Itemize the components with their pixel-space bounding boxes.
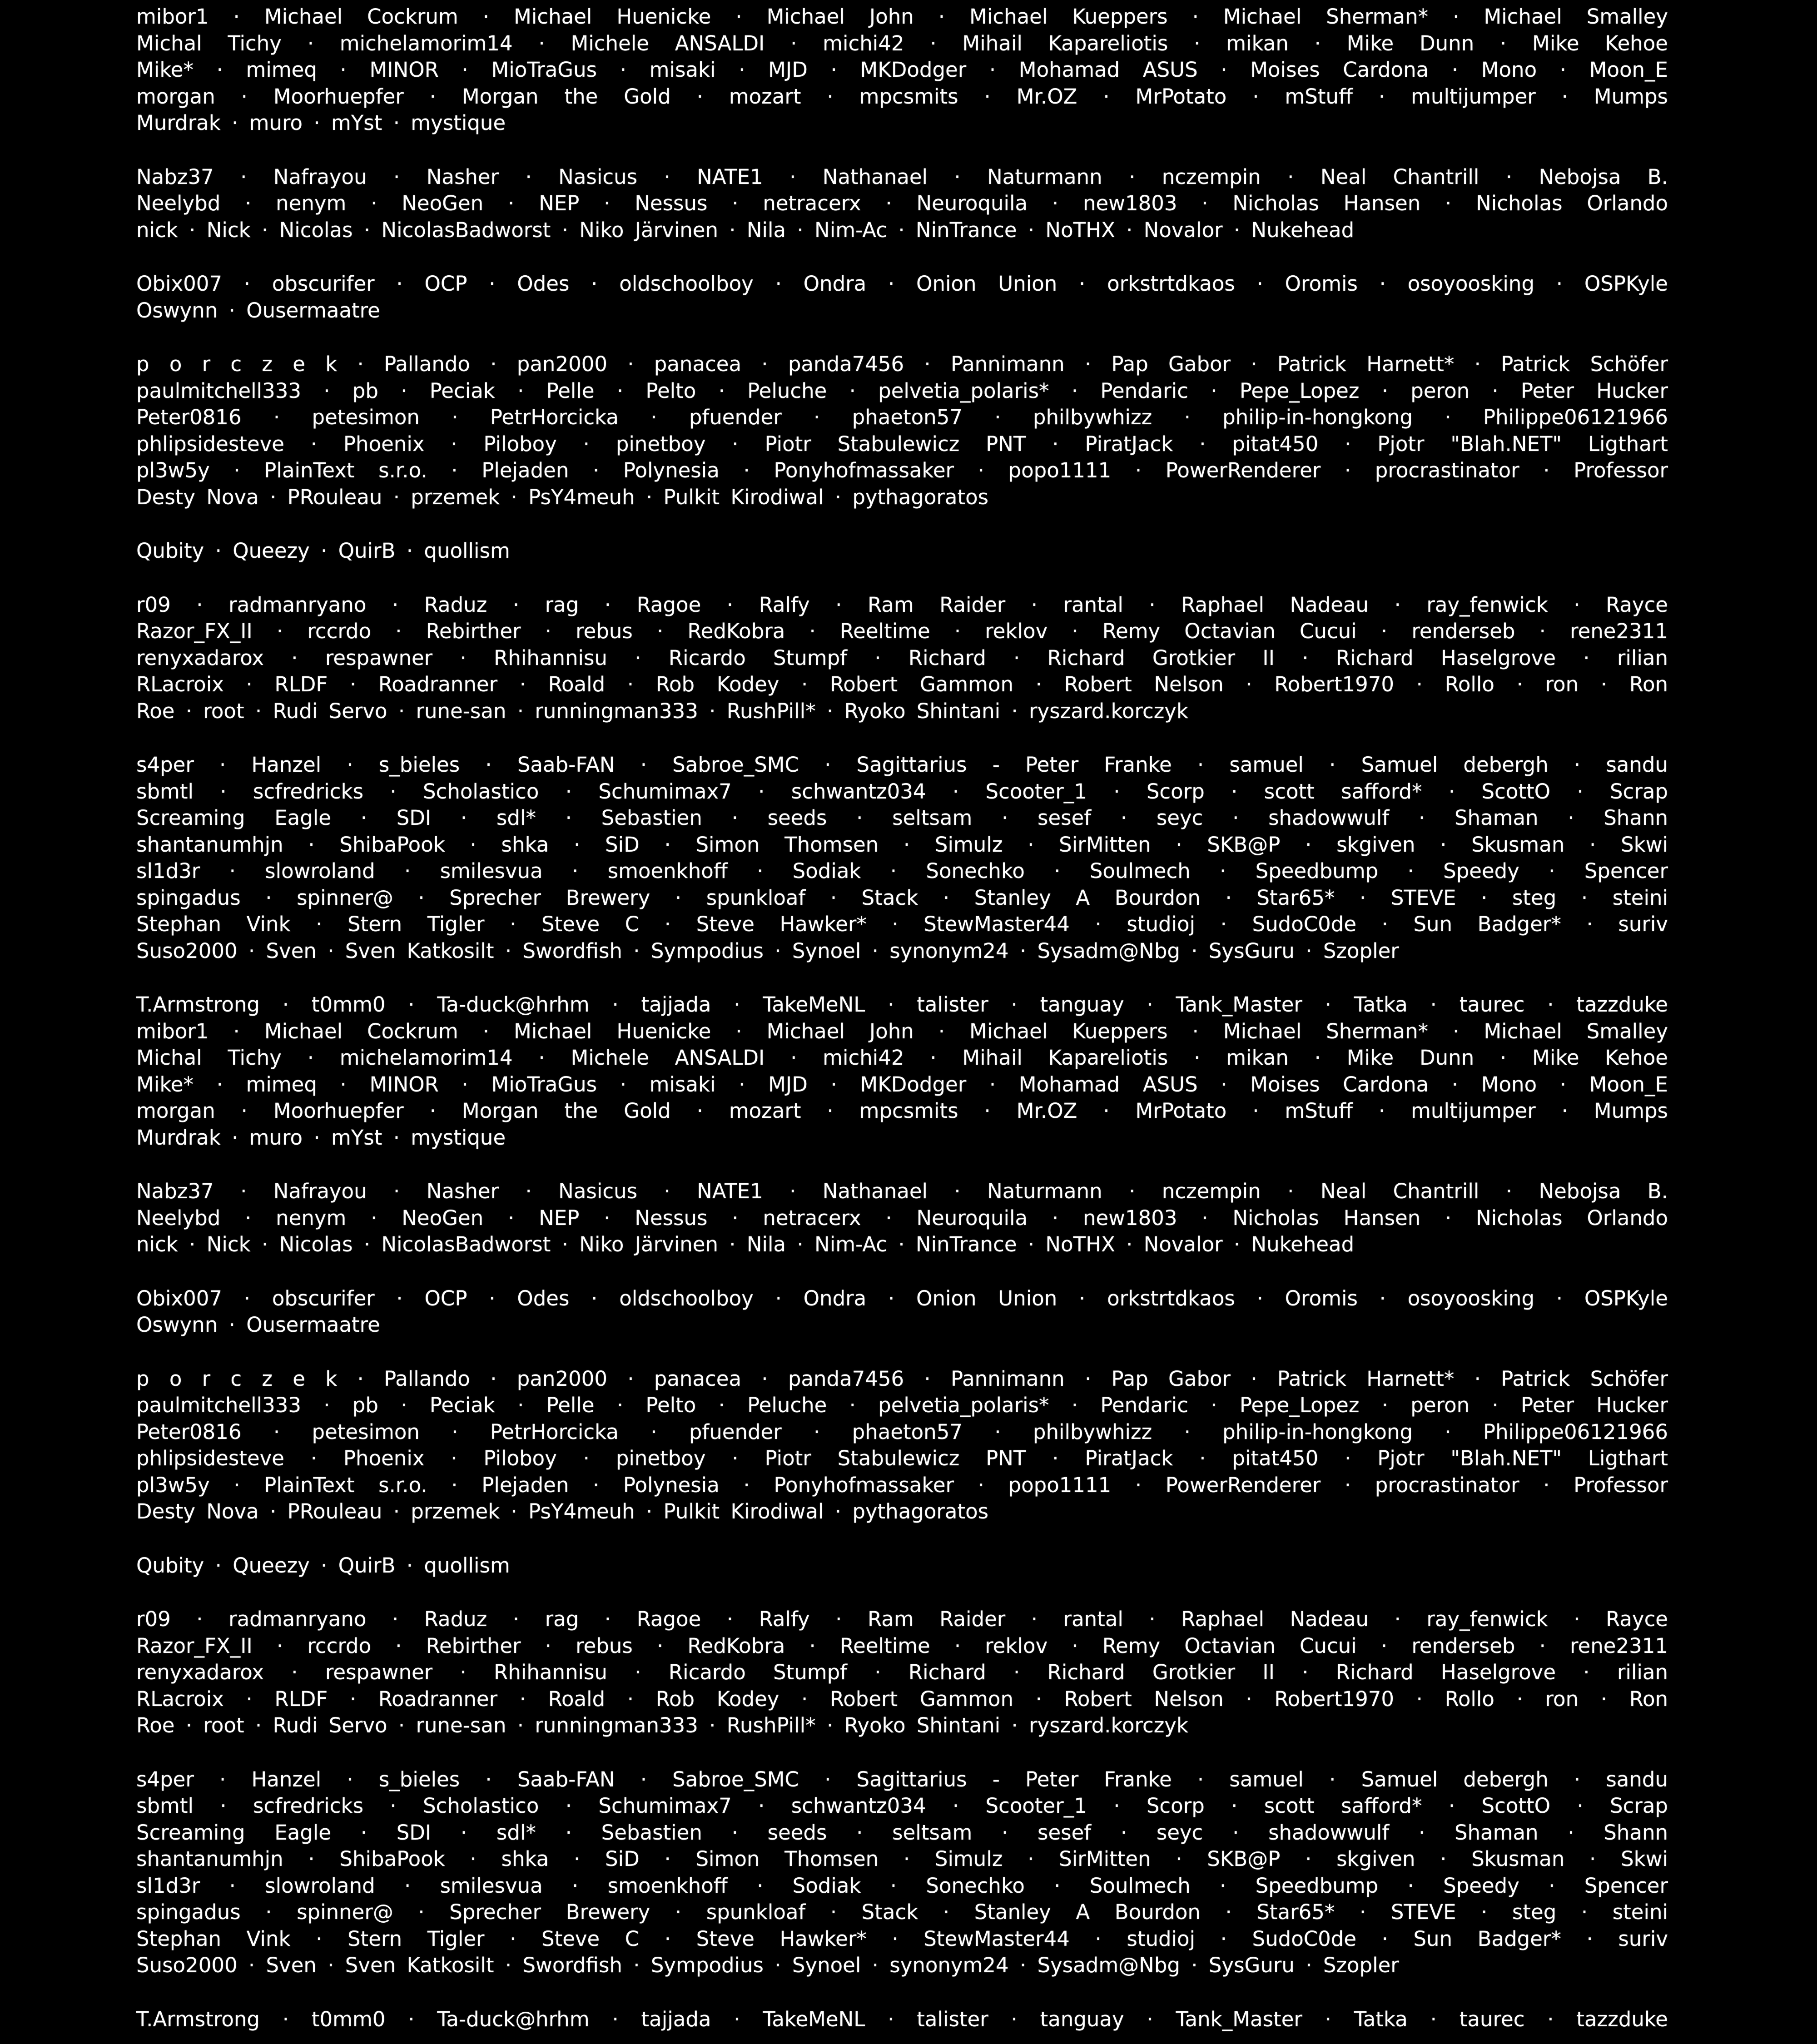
credits-line: paulmitchell333 · pb · Peciak · Pelle · Pelto · Peluche · pelvetia_polaris* · Pendaric · Pepe_Lopez · peron · Peter Hucker: [136, 378, 1668, 403]
credits-line: Nabz37 · Nafrayou · Nasher · Nasicus · NATE1 · Nathanael · Naturmann · nczempin · Neal Chantrill · Nebojsa B.: [136, 1179, 1668, 1203]
credits-line: Oswynn · Ousermaatre: [136, 1313, 380, 1337]
credits-line: pl3w5y · PlainText s.r.o. · Plejaden · Polynesia · Ponyhofmassaker · popo1111 · PowerRenderer · procrastinator · Professor: [136, 1473, 1668, 1497]
credits-line: RLacroix · RLDF · Roadranner · Roald · Rob Kodey · Robert Gammon · Robert Nelson · Robert1970 · Rollo · ron · Ron: [136, 672, 1668, 696]
credits-block-t: [136, 992, 1668, 1018]
credits-line: p o r c z e k · Pallando · pan2000 · panacea · panda7456 · Pannimann · Pap Gabor · Patrick Harnett* · Patrick Schöfer: [136, 352, 1668, 376]
credits-line: r09 · radmanryano · Raduz · rag · Ragoe · Ralfy · Ram Raider · rantal · Raphael Nadeau · ray_fenwick · Rayce: [136, 592, 1668, 617]
credits-block-s: [136, 1766, 1668, 1979]
credits-line: T.Armstrong · t0mm0 · Ta-duck@hrhm · tajjada · TakeMeNL · talister · tanguay · Tank_Master · Tatka · taurec · tazzduke: [136, 992, 1668, 1017]
credits-line: Roe · root · Rudi Servo · rune-san · runningman333 · RushPill* · Ryoko Shintani · ryszard.korczyk: [136, 1713, 1189, 1737]
credits-line: Obix007 · obscurifer · OCP · Odes · oldschoolboy · Ondra · Onion Union · orkstrtdkaos · Oromis · osoyoosking · OSPKyle: [136, 272, 1668, 296]
credits-block-n: [136, 164, 1668, 244]
credits-line: p o r c z e k · Pallando · pan2000 · panacea · panda7456 · Pannimann · Pap Gabor · Patrick Harnett* · Patrick Schöfer: [136, 1366, 1668, 1391]
credits-line: sl1d3r · slowroland · smilesvua · smoenkhoff · Sodiak · Sonechko · Soulmech · Speedbump · Speedy · Spencer: [136, 1873, 1668, 1898]
credits-line: Desty Nova · PRouleau · przemek · PsY4meuh · Pulkit Kirodiwal · pythagoratos: [136, 485, 989, 509]
credits-line: Razor_FX_II · rccrdo · Rebirther · rebus · RedKobra · Reeltime · reklov · Remy Octavian Cucui · renderseb · rene2311: [136, 619, 1668, 643]
credits-block-s: [136, 752, 1668, 964]
credits-line: nick · Nick · Nicolas · NicolasBadworst · Niko Järvinen · Nila · Nim-Ac · NinTrance · NoTHX · Novalor · Nukehead: [136, 1232, 1355, 1256]
credits-line: Oswynn · Ousermaatre: [136, 298, 380, 322]
credits-line: spingadus · spinner@ · Sprecher Brewery · spunkloaf · Stack · Stanley A Bourdon · Star65* · STEVE · steg · steini: [136, 1900, 1668, 1924]
credits-line: phlipsidesteve · Phoenix · Piloboy · pinetboy · Piotr Stabulewicz PNT · PiratJack · pitat450 · Pjotr "Blah.NET" Ligthart: [136, 432, 1668, 456]
credits-line: Peter0816 · petesimon · PetrHorcicka · pfuender · phaeton57 · philbywhizz · philip-in-hongkong · Philippe06121966: [136, 405, 1668, 429]
credits-line: RLacroix · RLDF · Roadranner · Roald · Rob Kodey · Robert Gammon · Robert Nelson · Robert1970 · Rollo · ron · Ron: [136, 1687, 1668, 1711]
credits-line: Mike* · mimeq · MINOR · MioTraGus · misaki · MJD · MKDodger · Mohamad ASUS · Moises Cardona · Mono · Moon_E: [136, 1072, 1668, 1096]
credits-line: Suso2000 · Sven · Sven Katkosilt · Swordfish · Sympodius · Synoel · synonym24 · Sysadm@Nbg · SysGuru · Szopler: [136, 1953, 1399, 1977]
credits-line: spingadus · spinner@ · Sprecher Brewery · spunkloaf · Stack · Stanley A Bourdon · Star65* · STEVE · steg · steini: [136, 885, 1668, 910]
credits-line: Razor_FX_II · rccrdo · Rebirther · rebus · RedKobra · Reeltime · reklov · Remy Octavian Cucui · renderseb · rene2311: [136, 1633, 1668, 1658]
credits-line: Mike* · mimeq · MINOR · MioTraGus · misaki · MJD · MKDodger · Mohamad ASUS · Moises Cardona · Mono · Moon_E: [136, 58, 1668, 82]
credits-line: Obix007 · obscurifer · OCP · Odes · oldschoolboy · Ondra · Onion Union · orkstrtdkaos · Oromis · osoyoosking · OSPKyle: [136, 1286, 1668, 1310]
credits-line: r09 · radmanryano · Raduz · rag · Ragoe · Ralfy · Ram Raider · rantal · Raphael Nadeau · ray_fenwick · Rayce: [136, 1607, 1668, 1631]
credits-copy-1: [136, 4, 1668, 1018]
credits-block-q: [136, 1553, 1668, 1579]
credits-block-p: [136, 1366, 1668, 1525]
credits-line: Michal Tichy · michelamorim14 · Michele ANSALDI · michi42 · Mihail Kapareliotis · mikan · Mike Dunn · Mike Kehoe: [136, 31, 1668, 55]
credits-line: Neelybd · nenym · NeoGen · NEP · Nessus · netracerx · Neuroquila · new1803 · Nicholas Hansen · Nicholas Orlando: [136, 1206, 1668, 1230]
credits-line: s4per · Hanzel · s_bieles · Saab-FAN · Sabroe_SMC · Sagittarius - Peter Franke · samuel · Samuel debergh · sandu: [136, 1767, 1668, 1791]
credits-block-m: [136, 4, 1668, 137]
credits-line: Peter0816 · petesimon · PetrHorcicka · pfuender · phaeton57 · philbywhizz · philip-in-hongkong · Philippe06121966: [136, 1419, 1668, 1444]
credits-block-p: [136, 351, 1668, 511]
credits-line: Michal Tichy · michelamorim14 · Michele ANSALDI · michi42 · Mihail Kapareliotis · mikan · Mike Dunn · Mike Kehoe: [136, 1046, 1668, 1070]
credits-copy-2: [136, 1018, 1668, 2033]
credits-line: sbmtl · scfredricks · Scholastico · Schumimax7 · schwantz034 · Scooter_1 · Scorp · scott safford* · ScottO · Scrap: [136, 779, 1668, 804]
credits-line: renyxadarox · respawner · Rhihannisu · Ricardo Stumpf · Richard · Richard Grotkier II · Richard Haselgrove · rilian: [136, 645, 1668, 670]
credits-line: shantanumhjn · ShibaPook · shka · SiD · Simon Thomsen · Simulz · SirMitten · SKB@P · skgiven · Skusman · Skwi: [136, 1847, 1668, 1871]
credits-line: Stephan Vink · Stern Tigler · Steve C · Steve Hawker* · StewMaster44 · studioj · SudoC0de · Sun Badger* · suriv: [136, 912, 1668, 936]
credits-line: s4per · Hanzel · s_bieles · Saab-FAN · Sabroe_SMC · Sagittarius - Peter Franke · samuel · Samuel debergh · sandu: [136, 753, 1668, 777]
credits-line: Roe · root · Rudi Servo · rune-san · runningman333 · RushPill* · Ryoko Shintani · ryszard.korczyk: [136, 699, 1189, 723]
credits-line: Neelybd · nenym · NeoGen · NEP · Nessus · netracerx · Neuroquila · new1803 · Nicholas Hansen · Nicholas Orlando: [136, 191, 1668, 215]
credits-line: T.Armstrong · t0mm0 · Ta-duck@hrhm · tajjada · TakeMeNL · talister · tanguay · Tank_Master · Tatka · taurec · tazzduke: [136, 2007, 1668, 2031]
credits-line: Murdrak · muro · mYst · mystique: [136, 111, 506, 135]
credits-line: Qubity · Queezy · QuirB · quollism: [136, 1553, 510, 1578]
credits-line: Screaming Eagle · SDI · sdl* · Sebastien · seeds · seltsam · sesef · seyc · shadowwulf · Shaman · Shann: [136, 806, 1668, 830]
credits-block-n: [136, 1178, 1668, 1258]
credits-line: pl3w5y · PlainText s.r.o. · Plejaden · Polynesia · Ponyhofmassaker · popo1111 · PowerRenderer · procrastinator · Professor: [136, 458, 1668, 482]
credits-line: Nabz37 · Nafrayou · Nasher · Nasicus · NATE1 · Nathanael · Naturmann · nczempin · Neal Chantrill · Nebojsa B.: [136, 164, 1668, 189]
credits-line: Suso2000 · Sven · Sven Katkosilt · Swordfish · Sympodius · Synoel · synonym24 · Sysadm@Nbg · SysGuru · Szopler: [136, 938, 1399, 963]
credits-line: Screaming Eagle · SDI · sdl* · Sebastien · seeds · seltsam · sesef · seyc · shadowwulf · Shaman · Shann: [136, 1820, 1668, 1845]
credits-block-t: [136, 2006, 1668, 2033]
credits-line: Stephan Vink · Stern Tigler · Steve C · Steve Hawker* · StewMaster44 · studioj · SudoC0de · Sun Badger* · suriv: [136, 1926, 1668, 1951]
credits-line: mibor1 · Michael Cockrum · Michael Huenicke · Michael John · Michael Kueppers · Michael Sherman* · Michael Smalley: [136, 1019, 1668, 1043]
credits-line: sl1d3r · slowroland · smilesvua · smoenkhoff · Sodiak · Sonechko · Soulmech · Speedbump · Speedy · Spencer: [136, 859, 1668, 883]
credits-block-q: [136, 538, 1668, 565]
credits-line: shantanumhjn · ShibaPook · shka · SiD · Simon Thomsen · Simulz · SirMitten · SKB@P · skgiven · Skusman · Skwi: [136, 832, 1668, 857]
credits-line: sbmtl · scfredricks · Scholastico · Schumimax7 · schwantz034 · Scooter_1 · Scorp · scott safford* · ScottO · Scrap: [136, 1794, 1668, 1818]
credits-line: morgan · Moorhuepfer · Morgan the Gold · mozart · mpcsmits · Mr.OZ · MrPotato · mStuff · multijumper · Mumps: [136, 84, 1668, 109]
credits-line: morgan · Moorhuepfer · Morgan the Gold · mozart · mpcsmits · Mr.OZ · MrPotato · mStuff · multijumper · Mumps: [136, 1099, 1668, 1123]
credits-line: phlipsidesteve · Phoenix · Piloboy · pinetboy · Piotr Stabulewicz PNT · PiratJack · pitat450 · Pjotr "Blah.NET" Ligthart: [136, 1446, 1668, 1470]
credits-line: renyxadarox · respawner · Rhihannisu · Ricardo Stumpf · Richard · Richard Grotkier II · Richard Haselgrove · rilian: [136, 1660, 1668, 1684]
credits-line: mibor1 · Michael Cockrum · Michael Huenicke · Michael John · Michael Kueppers · Michael Sherman* · Michael Smalley: [136, 5, 1668, 29]
credits-line: Murdrak · muro · mYst · mystique: [136, 1125, 506, 1150]
credits-line: Qubity · Queezy · QuirB · quollism: [136, 539, 510, 563]
credits-block-r: [136, 592, 1668, 725]
credits-block-m: [136, 1018, 1668, 1151]
credits-line: Desty Nova · PRouleau · przemek · PsY4meuh · Pulkit Kirodiwal · pythagoratos: [136, 1499, 989, 1523]
credits-line: nick · Nick · Nicolas · NicolasBadworst · Niko Järvinen · Nila · Nim-Ac · NinTrance · NoTHX · Novalor · Nukehead: [136, 218, 1355, 242]
credits-block-r: [136, 1606, 1668, 1739]
credits-block-o: [136, 271, 1668, 324]
credits-line: paulmitchell333 · pb · Peciak · Pelle · Pelto · Peluche · pelvetia_polaris* · Pendaric · Pepe_Lopez · peron · Peter Hucker: [136, 1393, 1668, 1417]
credits-block-o: [136, 1285, 1668, 1339]
